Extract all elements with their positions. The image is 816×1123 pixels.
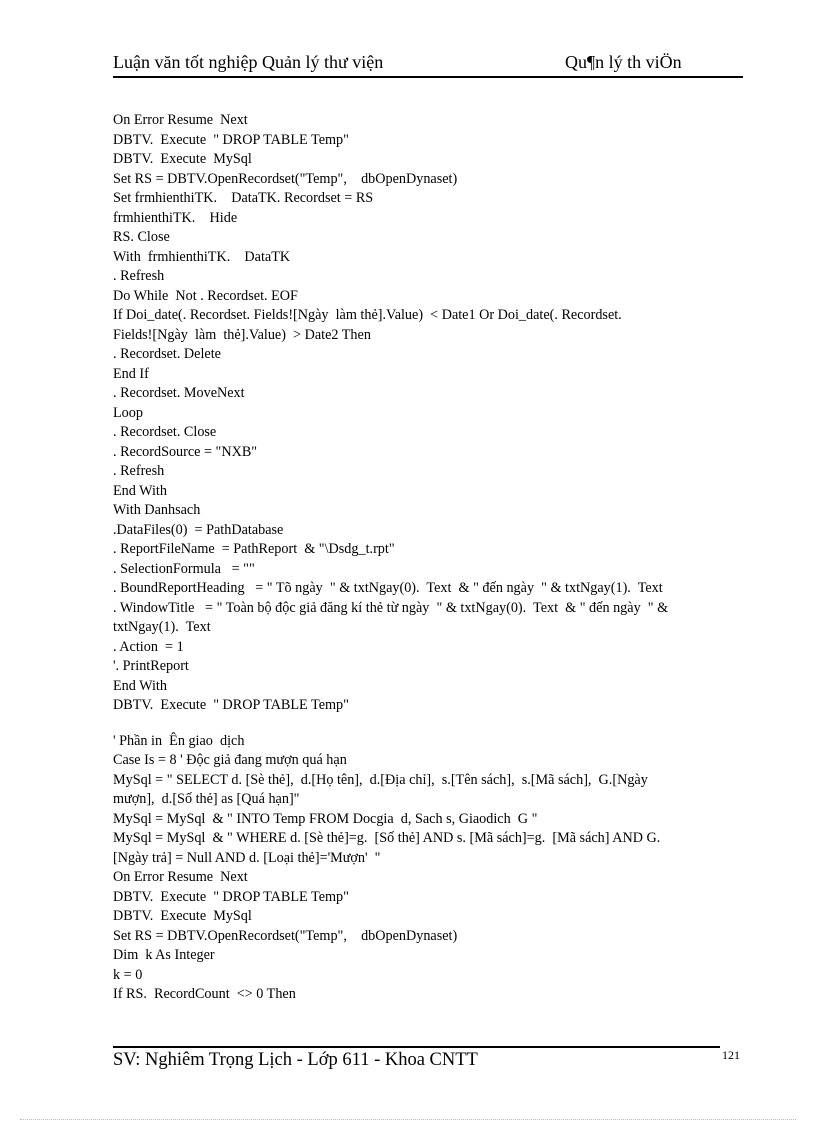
- code-line: End If: [113, 365, 149, 382]
- code-line: Set RS = DBTV.OpenRecordset("Temp", dbOpenDynaset): [113, 927, 458, 944]
- code-line: '. PrintReport: [113, 658, 189, 674]
- code-line: On Error Resume Next: [113, 869, 248, 885]
- code-line: Set RS = DBTV.OpenRecordset("Temp", dbOpenDynaset): [113, 170, 458, 187]
- page-header: [113, 52, 743, 76]
- code-line: . Recordset. MoveNext: [113, 385, 245, 401]
- code-line: DBTV. Execute " DROP TABLE Temp": [113, 888, 349, 905]
- code-line: . ReportFileName = PathReport & "\Dsdg_t.rpt": [113, 541, 395, 557]
- block-spacer: [113, 716, 738, 732]
- code-line: . Action = 1: [113, 638, 184, 655]
- code-line: If Doi_date(. Recordset. Fields![Ngày làm thẻ].Value) < Date1 Or Doi_date(. Recordset.: [113, 307, 622, 323]
- code-line: Set frmhienthiTK. DataTK. Recordset = RS: [113, 190, 374, 206]
- footer-divider: [113, 1046, 720, 1048]
- code-line: MySql = MySql & " INTO Temp FROM Docgia d, Sach s, Giaodich G ": [113, 810, 538, 827]
- code-line: . Recordset. Close: [113, 424, 217, 440]
- header-thesis-title: Luận văn tốt nghiệp Quản lý thư viện: [113, 52, 384, 72]
- code-line: mượn], d.[Số thẻ] as [Quá hạn]": [113, 791, 300, 807]
- code-line: txtNgay(1). Text: [113, 619, 211, 635]
- code-line: Fields![Ngày làm thẻ].Value) > Date2 Then: [113, 326, 371, 343]
- code-line: On Error Resume Next: [113, 112, 248, 128]
- code-line: . Recordset. Delete: [113, 346, 221, 362]
- page-edge-dotted-line: [20, 1119, 796, 1120]
- code-line: . RecordSource = "NXB": [113, 443, 258, 460]
- code-listing: [113, 111, 738, 1005]
- code-line: With Danhsach: [113, 502, 201, 518]
- code-line: .DataFiles(0) = PathDatabase: [113, 521, 284, 538]
- code-line: Do While Not . Recordset. EOF: [113, 287, 298, 304]
- code-line: [Ngày trả] = Null AND d. [Loại thẻ]='Mượn' ": [113, 849, 381, 866]
- code-line: If RS. RecordCount <> 0 Then: [113, 986, 296, 1002]
- code-line: DBTV. Execute " DROP TABLE Temp": [113, 131, 349, 148]
- code-line: frmhienthiTK. Hide: [113, 209, 238, 226]
- code-line: . SelectionFormula = "": [113, 560, 255, 577]
- code-block-2: [113, 732, 738, 1005]
- footer-author-info: SV: Nghiêm Trọng Lịch - Lớp 611 - Khoa CNTT: [113, 1050, 478, 1070]
- code-line: Loop: [113, 404, 143, 421]
- code-line: End With: [113, 677, 167, 694]
- code-line: . Refresh: [113, 268, 165, 284]
- code-line: Dim k As Integer: [113, 947, 215, 963]
- code-line: With frmhienthiTK. DataTK: [113, 248, 291, 265]
- code-line: . WindowTitle = " Toàn bộ độc giả đăng kí thẻ từ ngày " & txtNgay(0). Text & " đến ngày " &: [113, 599, 669, 616]
- code-line: Case Is = 8 ' Độc giả đang mượn quá hạn: [113, 752, 347, 768]
- header-divider: [113, 76, 743, 78]
- header-section-title: Qu¶n lý th viÖn: [565, 52, 682, 72]
- code-line: k = 0: [113, 966, 143, 983]
- code-line: End With: [113, 482, 167, 499]
- code-line: DBTV. Execute MySql: [113, 908, 252, 924]
- page-number: 121: [722, 1048, 740, 1062]
- code-line: MySql = " SELECT d. [Sè thẻ], d.[Họ tên], d.[Địa chỉ], s.[Tên sách], s.[Mã sách], G.[Ngày: [113, 771, 648, 788]
- code-line: . Refresh: [113, 463, 165, 479]
- code-line: DBTV. Execute MySql: [113, 151, 252, 167]
- code-line: DBTV. Execute " DROP TABLE Temp": [113, 697, 349, 713]
- code-line: ' Phần in Ên giao dịch: [113, 732, 245, 749]
- code-line: RS. Close: [113, 229, 170, 245]
- code-line: MySql = MySql & " WHERE d. [Sè thẻ]=g. [Số thẻ] AND s. [Mã sách]=g. [Mã sách] AND G.: [113, 830, 661, 846]
- code-line: . BoundReportHeading = " Tõ ngày " & txtNgay(0). Text & " đến ngày " & txtNgay(1). Text: [113, 580, 663, 596]
- code-block-1: [113, 111, 738, 716]
